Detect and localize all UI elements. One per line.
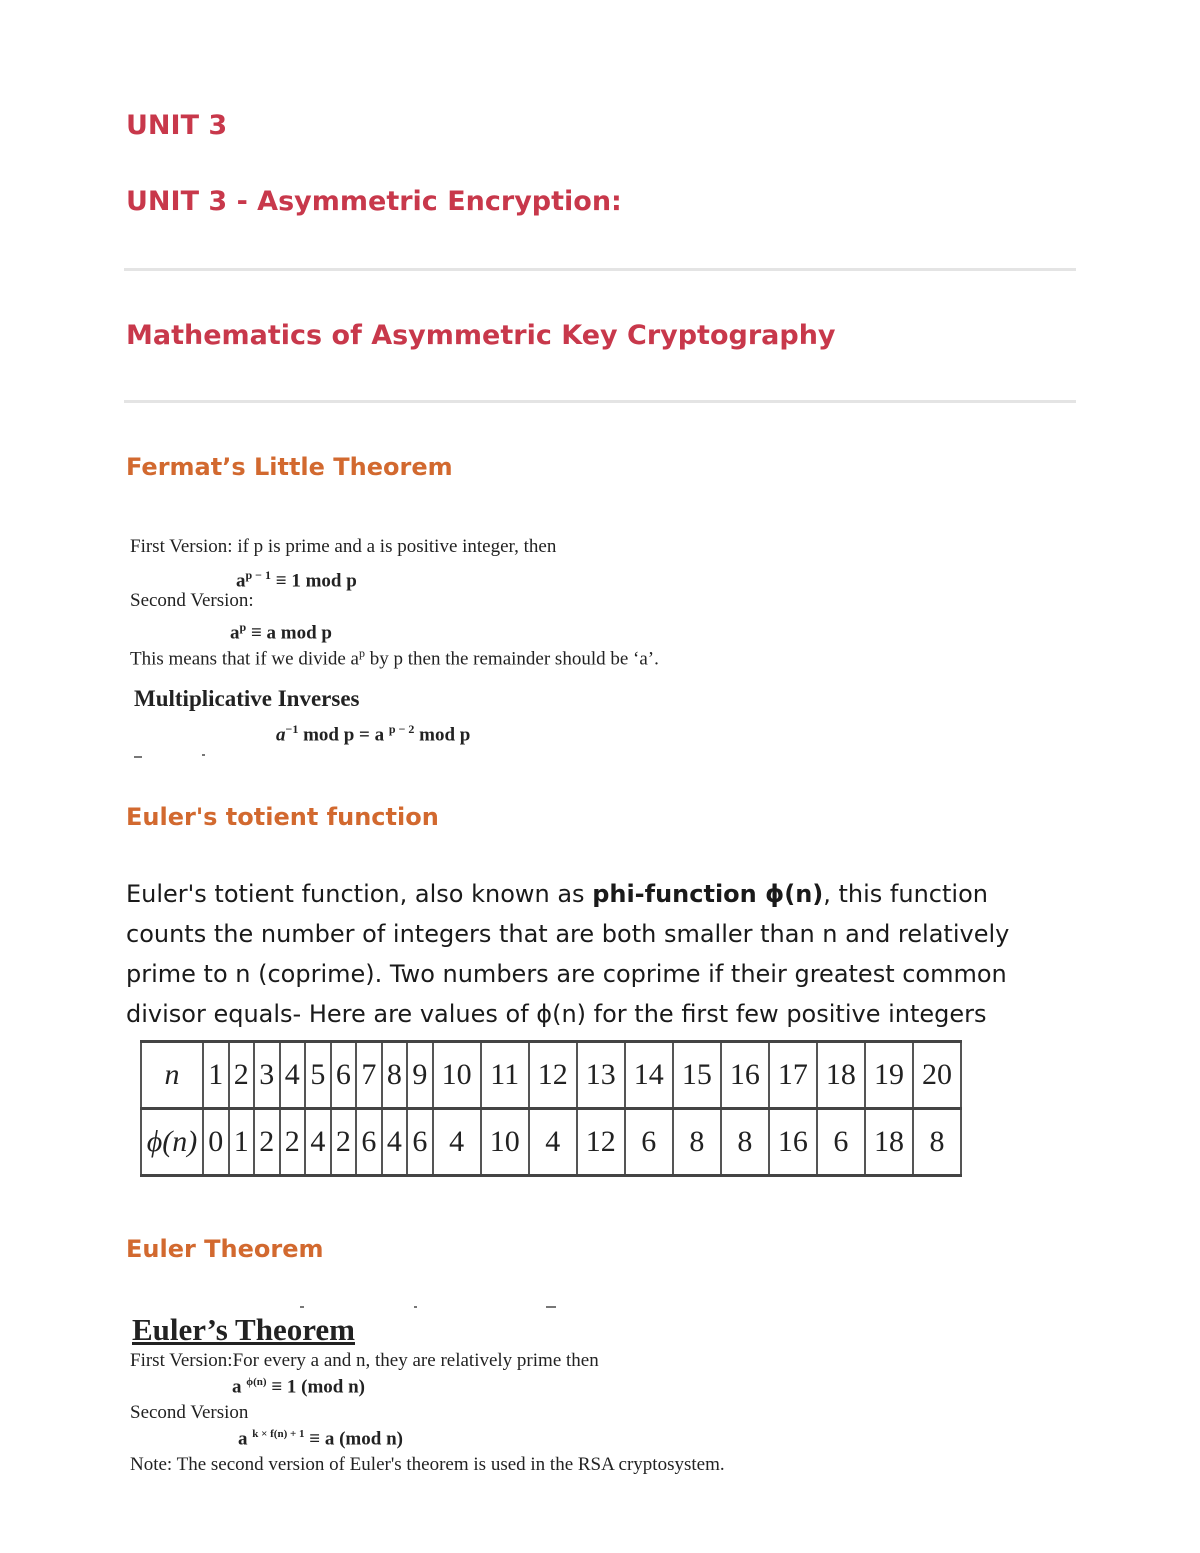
table-cell-phi: 4 [305,1109,331,1176]
cropped-text-fragment [546,1306,556,1308]
table-cell-phi: 4 [382,1109,408,1176]
phi-values-table [140,1040,962,1177]
euler-second-version: Second Version [130,1402,249,1423]
table-cell-phi: 1 [229,1109,255,1176]
table-cell-phi: 6 [625,1109,673,1176]
table-cell-phi: 4 [433,1109,481,1176]
table-cell-phi: 10 [481,1109,529,1176]
fermat-explanation: This means that if we divide $a^p$ by p then the remainder should be ‘a’. [130,646,659,670]
table-cell-n: 7 [356,1042,382,1109]
fermat-first-version: First Version: if p is prime and a is positive integer, then [130,536,557,557]
table-cell-phi: 2 [280,1109,306,1176]
table-cell-phi: 18 [865,1109,913,1176]
fermat-equation-1: $a^{p - 1} \equiv 1$ mod p [236,568,357,592]
table-cell-n: 13 [577,1042,625,1109]
table-cell-n: 17 [769,1042,817,1109]
table-cell-n: 3 [254,1042,280,1109]
euler-equation-2: a $^{k \times f(n) + 1}$ ≡ a (mod n) [238,1428,403,1450]
table-cell-phi: 0 [203,1109,229,1176]
table-cell-phi: 6 [817,1109,865,1176]
row-label-phi: ϕ(n) [141,1109,203,1176]
section-title: Mathematics of Asymmetric Key Cryptography [126,320,836,351]
table-cell-n: 14 [625,1042,673,1109]
table-cell-phi: 8 [673,1109,721,1176]
fermat-equation-2: $a^p \equiv a$ mod p [230,620,332,644]
table-cell-phi: 6 [407,1109,433,1176]
unit-subtitle: UNIT 3 - Asymmetric Encryption: [126,186,622,217]
table-row-n [141,1042,961,1109]
table-cell-phi: 2 [331,1109,357,1176]
table-cell-phi: 12 [577,1109,625,1176]
table-cell-n: 20 [913,1042,961,1109]
cropped-text-fragment [414,1306,417,1308]
euler-theorem-heading: Euler Theorem [126,1235,324,1263]
cropped-text-fragment [202,754,205,756]
table-cell-phi: 16 [769,1109,817,1176]
multiplicative-inverses-title: Multiplicative Inverses [134,686,360,711]
table-cell-n: 1 [203,1042,229,1109]
table-cell-n: 12 [529,1042,577,1109]
table-cell-n: 11 [481,1042,529,1109]
cropped-text-fragment [134,756,142,758]
table-cell-phi: 4 [529,1109,577,1176]
divider [124,400,1076,403]
row-label-n: n [141,1042,203,1109]
table-cell-n: 2 [229,1042,255,1109]
fermat-second-version: Second Version: [130,590,254,611]
table-cell-n: 6 [331,1042,357,1109]
table-cell-n: 19 [865,1042,913,1109]
euler-totient-heading: Euler's totient function [126,803,439,831]
table-cell-n: 8 [382,1042,408,1109]
euler-equation-1: a $^{\phi(n)}$ ≡ 1 (mod n) [232,1376,366,1398]
table-cell-phi: 8 [721,1109,769,1176]
cropped-text-fragment [300,1306,304,1308]
table-cell-phi: 6 [356,1109,382,1176]
table-cell-n: 16 [721,1042,769,1109]
euler-theorem-title: Euler’s Theorem [132,1312,355,1347]
table-cell-n: 4 [280,1042,306,1109]
table-row-phi [141,1109,961,1176]
table-cell-n: 15 [673,1042,721,1109]
table-cell-n: 5 [305,1042,331,1109]
euler-first-version: First Version:For every a and n, they are relatively prime then [130,1350,599,1371]
euler-note: Note: The second version of Euler's theorem is used in the RSA cryptosystem. [130,1454,725,1475]
inverse-equation: $a^{-1}$ mod p = a $^{p - 2}$ mod p [276,722,471,746]
fermat-heading: Fermat’s Little Theorem [126,453,453,481]
table-cell-n: 18 [817,1042,865,1109]
table-cell-phi: 8 [913,1109,961,1176]
table-cell-n: 10 [433,1042,481,1109]
table-cell-n: 9 [407,1042,433,1109]
unit-title: UNIT 3 [126,110,228,141]
totient-paragraph: Euler's totient function, also known as phi-function ϕ(n), this function counts the number of integers that are both smaller than n and relatively prime to n (coprime). Two numbers are coprime if their greatest common divisor equals- Here are values of ϕ(n) for the first few positive integers [126,880,1010,1028]
table-cell-phi: 2 [254,1109,280,1176]
divider [124,268,1076,271]
